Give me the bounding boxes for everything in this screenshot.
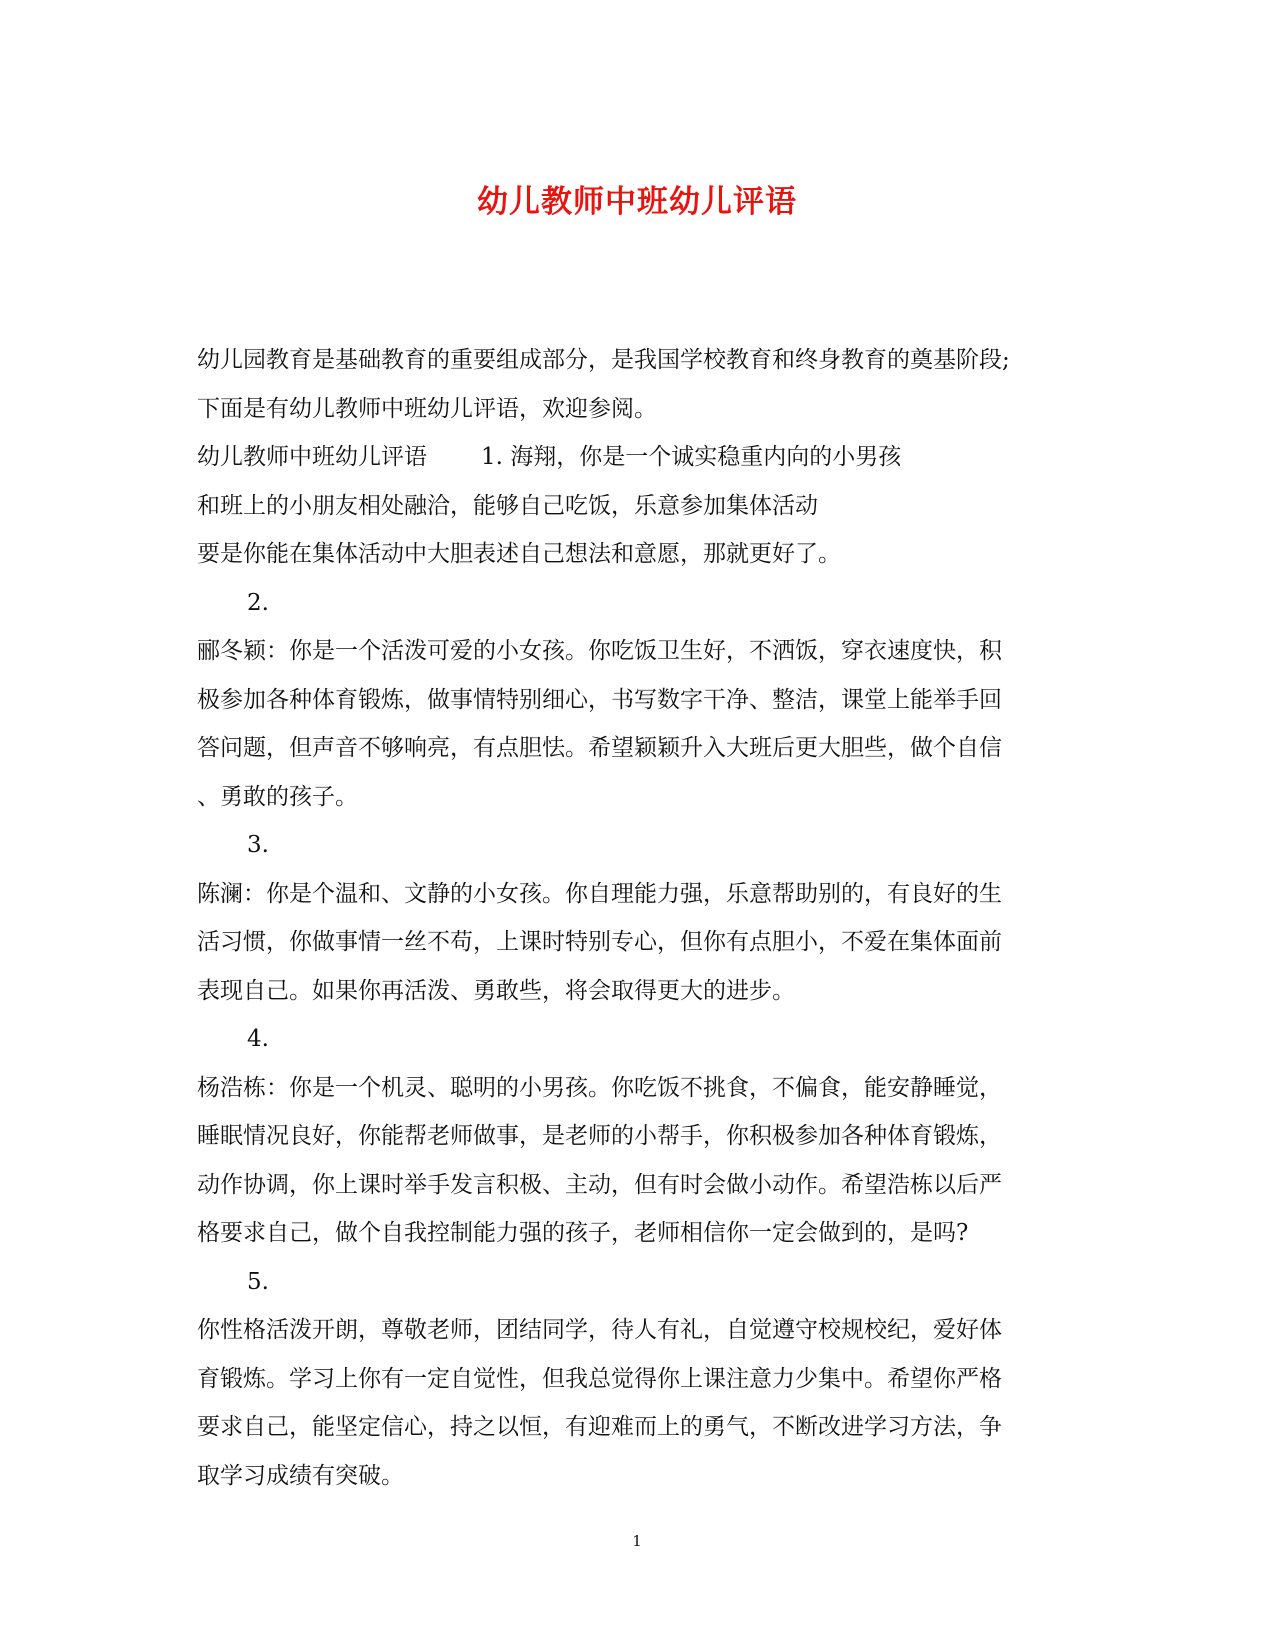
- item5-number: 5.: [247, 1268, 269, 1295]
- section-heading: 幼儿教师中班幼儿评语: [197, 444, 427, 470]
- item5-line: 育锻炼。学习上你有一定自觉性，但我总觉得你上课注意力少集中。希望你严格: [197, 1365, 1002, 1392]
- item1-first-line: 1. 海翔，你是一个诚实稳重内向的小男孩: [481, 444, 902, 470]
- item5-line: 你性格活泼开朗，尊敬老师，团结同学，待人有礼，自觉遵守校规校纪，爱好体: [197, 1317, 1002, 1343]
- item3-line: 表现自己。如果你再活泼、勇敢些，将会取得更大的进步。: [197, 977, 795, 1004]
- item4-line: 格要求自己，做个自我控制能力强的孩子，老师相信你一定会做到的，是吗?: [197, 1220, 969, 1246]
- item5-line: 要求自己，能坚定信心，持之以恒，有迎难而上的勇气，不断改进学习方法，争: [197, 1414, 1002, 1440]
- item2-number: 2.: [247, 589, 269, 616]
- item3-number: 3.: [247, 832, 269, 858]
- item4-line: 杨浩栋：你是一个机灵、聪明的小男孩。你吃饭不挑食，不偏食，能安静睡觉，: [197, 1074, 1002, 1101]
- item2-line: 极参加各种体育锻炼，做事情特别细心，书写数字干净、整洁，课堂上能举手回: [197, 686, 1002, 713]
- item1-line: 要是你能在集体活动中大胆表述自己想法和意愿，那就更好了。: [197, 541, 841, 567]
- item5-line: 取学习成绩有突破。: [197, 1462, 404, 1489]
- item3-line: 陈澜：你是个温和、文静的小女孩。你自理能力强，乐意帮助别的，有良好的生: [197, 880, 1002, 907]
- item2-line: 、勇敢的孩子。: [197, 783, 358, 810]
- document-title: 幼儿教师中班幼儿评语: [477, 184, 797, 220]
- intro-line: 下面是有幼儿教师中班幼儿评语，欢迎参阅。: [197, 395, 657, 422]
- item2-line: 郦冬颖：你是一个活泼可爱的小女孩。你吃饭卫生好，不洒饭，穿衣速度快，积: [197, 638, 1002, 664]
- document-body: [197, 336, 1077, 1500]
- item4-line: 睡眠情况良好，你能帮老师做事，是老师的小帮手，你积极参加各种体育锻炼，: [197, 1123, 1002, 1149]
- item3-line: 活习惯，你做事情一丝不苟，上课时特别专心，但你有点胆小，不爱在集体面前: [197, 929, 1002, 955]
- page-number: 1: [632, 1532, 642, 1550]
- item4-number: 4.: [247, 1026, 269, 1052]
- item1-line: 和班上的小朋友相处融洽，能够自己吃饭，乐意参加集体活动: [197, 492, 818, 519]
- item4-line: 动作协调，你上课时举手发言积极、主动，但有时会做小动作。希望浩栋以后严: [197, 1171, 1002, 1198]
- item2-line: 答问题，但声音不够响亮，有点胆怯。希望颖颖升入大班后更大胆些，做个自信: [197, 735, 1002, 761]
- section-heading-line: [197, 433, 1077, 482]
- intro-line: 幼儿园教育是基础教育的重要组成部分，是我国学校教育和终身教育的奠基阶段;: [197, 347, 1010, 373]
